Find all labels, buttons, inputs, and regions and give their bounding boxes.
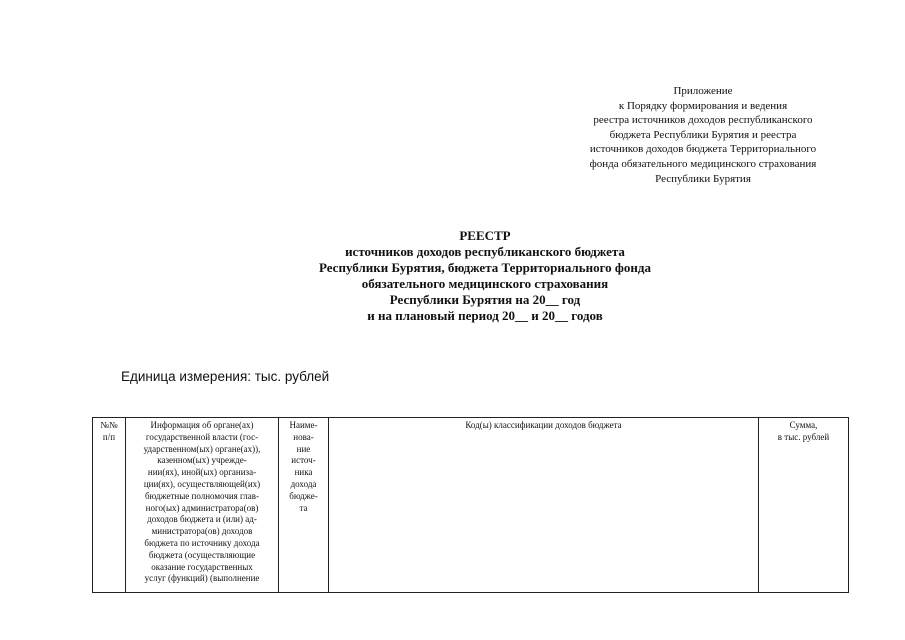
appendix-line: Приложение [673, 85, 733, 97]
appendix-line: фонда обязательного медицинского страхования [589, 157, 817, 170]
table-header-row [93, 418, 849, 593]
appendix-line: реестра источников доходов республиканского [593, 114, 813, 127]
registry-table [92, 417, 849, 593]
header-cell-number: №№ п/п [93, 418, 126, 593]
appendix-line: источников доходов бюджета Территориального [589, 143, 817, 156]
header-cell-amount: Сумма, в тыс. рублей [759, 418, 849, 593]
appendix-line: к Порядку формирования и ведения [618, 99, 788, 112]
title-line: Республики Бурятия, бюджета Территориального фонда [318, 260, 651, 275]
document-title [220, 228, 750, 324]
unit-of-measure: Единица измерения: тыс. рублей [121, 369, 330, 384]
title-line: обязательного медицинского страхования [361, 276, 609, 291]
header-cell-classification-codes: Код(ы) классификации доходов бюджета [329, 418, 759, 593]
title-line: источников доходов республиканского бюджета [345, 244, 625, 259]
header-cell-authority-info: Информация об органе(ах) государственной власти (гос- ударственном(ых) органе(ах)), казенном(ых) учрежде- нии(ях), иной(ых) организа- ции(ях), осуществляющей(их) бюджетные полномочия глав- ного(ых) администратора(ов) доходов бюджета и (или) ад- министратора(ов) доходов бюджета по источнику дохода бюджета (осуществляющие оказание государственных услуг (функций) (выполнение [126, 418, 279, 593]
appendix-line: Республики Бурятия [655, 172, 751, 185]
title-line: Республики Бурятия на 20__ год [389, 292, 581, 307]
appendix-line: бюджета Республики Бурятия и реестра [609, 128, 797, 141]
title-line: РЕЕСТР [459, 228, 511, 243]
title-line: и на плановый период 20__ и 20__ годов [367, 308, 603, 323]
header-cell-source-name: Наиме- нова- ние источ- ника дохода бюдже- та [279, 418, 329, 593]
appendix-heading [540, 84, 866, 186]
